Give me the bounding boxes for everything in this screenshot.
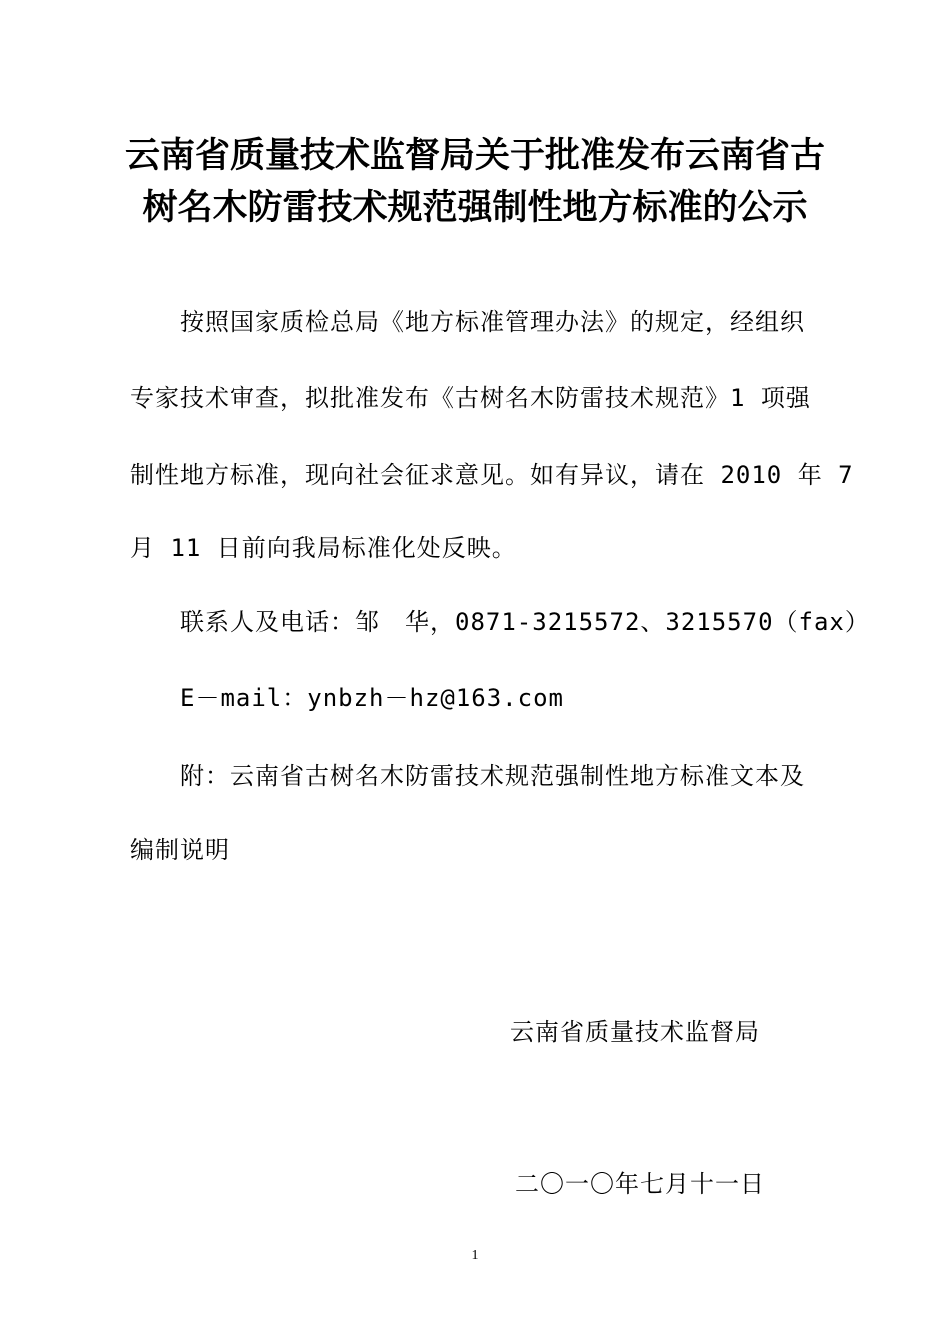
attachment-line-1: 附：云南省古树名木防雷技术规范强制性地方标准文本及: [180, 762, 805, 790]
body-line-2: 专家技术审查，拟批准发布《古树名木防雷技术规范》1 项强: [130, 384, 811, 412]
document-title-line-2: 树名木防雷技术规范强制性地方标准的公示: [142, 187, 808, 228]
email-line: E－mail：ynbzh－hz@163.com: [180, 684, 564, 712]
page-number: 1: [471, 1248, 479, 1263]
body-line-3: 制性地方标准，现向社会征求意见。如有异议，请在 2010 年 7: [130, 461, 854, 489]
document-title-line-1: 云南省质量技术监督局关于批准发布云南省古: [124, 135, 825, 176]
signature-organization: 云南省质量技术监督局: [510, 1018, 760, 1046]
body-line-1: 按照国家质检总局《地方标准管理办法》的规定，经组织: [180, 308, 805, 336]
attachment-line-2: 编制说明: [130, 836, 230, 864]
body-line-4: 月 11 日前向我局标准化处反映。: [130, 534, 517, 562]
signature-date: 二〇一〇年七月十一日: [515, 1170, 765, 1198]
contact-line: 联系人及电话：邹 华，0871-3215572、3215570（fax）: [180, 608, 870, 636]
